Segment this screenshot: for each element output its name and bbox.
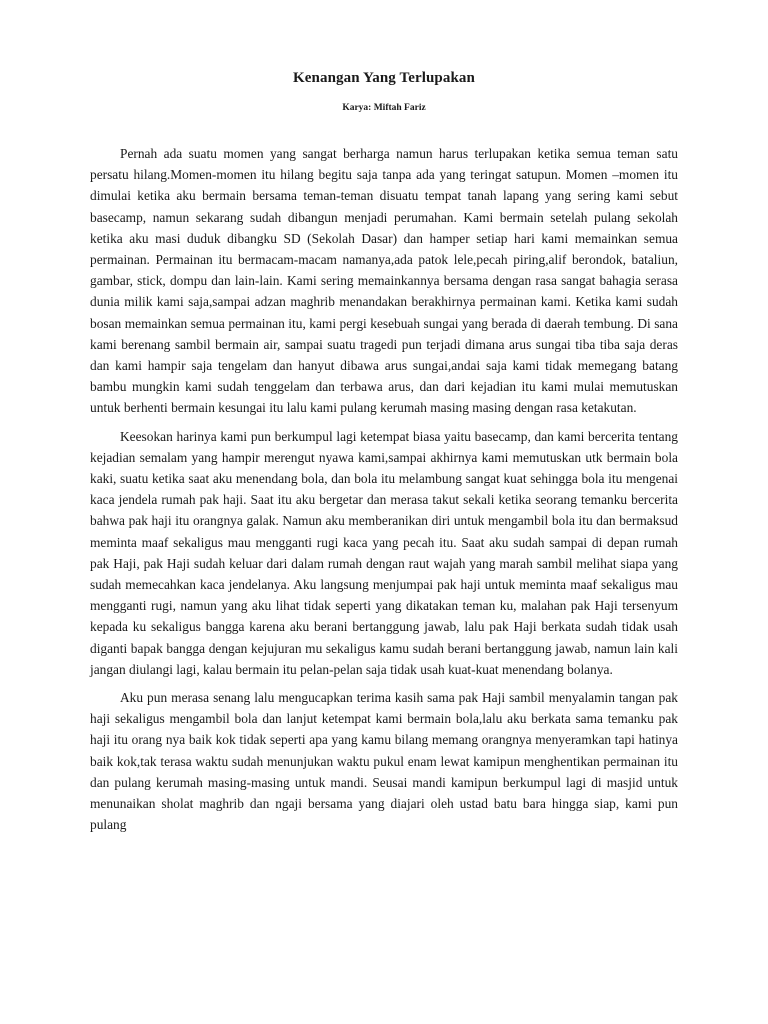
paragraph-3: Aku pun merasa senang lalu mengucapkan terima kasih sama pak Haji sambil menyalamin tangan pak haji sekaligus mengambil bola dan lanjut ketempat kami bermain bola,lalu aku berkata sama temanku pak haji itu orang nya baik kok tidak seperti apa yang kamu bilang memang orangnya menyeramkan tapi hatinya baik kok,tak terasa waktu sudah menunjukan waktu pukul enam lewat kamipun menghentikan permainan itu dan pulang kerumah masing-masing untuk mandi. Seusai mandi kamipun berkumpul lagi di masjid untuk menunaikan sholat maghrib dan ngaji bersama yang diajari oleh ustad batu bara hingga siap, kami pun pulang <box>90 690 678 833</box>
paragraph-1: Pernah ada suatu momen yang sangat berharga namun harus terlupakan ketika semua teman satu persatu hilang.Momen-momen itu hilang begitu saja tanpa ada yang teringat satupun. Momen –momen itu dimulai ketika aku bermain bersama teman-teman disuatu tempat tanah lapang yang sering kami sebut basecamp, namun sekarang sudah dibangun menjadi perumahan. Kami bermain setelah pulang sekolah ketika aku masi duduk dibangku SD (Sekolah Dasar) dan hamper setiap hari kami memainkan semua permainan. Permainan itu bermacam-macam namanya,ada patok lele,pecah piring,alif berondok, bataliun, gambar, stick, dompu dan lain-lain. Kami sering memainkannya bersama dengan rasa sangat bahagia serasa dunia milik kami saja,sampai adzan maghrib menandakan berakhirnya permainan kami. Ketika kami sudah bosan memainkan semua permainan itu, kami pergi kesebuah sungai yang berada di daerah tembung. Di sana kami berenang sambil bermain air, sampai suatu tragedi pun terjadi dimana arus sungai tiba tiba saja deras dan kami hampir saja tengelam dan hanyut dibawa arus sungai,andai saja kami tidak memegang batang bambu mungkin kami sudah tenggelam dan terbawa arus, dan dari kejadian itu kami mulai memutuskan untuk berhenti bermain kesungai itu lalu kami pulang kerumah masing masing dengan rasa ketakutan. <box>90 146 678 416</box>
document-title: Kenangan Yang Terlupakan <box>293 70 475 86</box>
document-author: Karya: Miftah Fariz <box>342 103 426 113</box>
document-page <box>90 70 678 843</box>
paragraph-2: Keesokan harinya kami pun berkumpul lagi ketempat biasa yaitu basecamp, dan kami bercerita tentang kejadian semalam yang hampir merengut nyawa kami,sampai akhirnya kami memutuskan utk bermain bola kaki, suatu ketika saat aku menendang bola, dan bola itu melambung sangat kuat sehingga bola itu mengenai kaca jendela rumah pak haji. Saat itu aku bergetar dan merasa takut sekali ketika seorang temanku bercerita bahwa pak haji itu orangnya galak. Namun aku memberanikan diri untuk mengambil bola itu dan bermaksud meminta maaf sekaligus mau mengganti rugi kaca yang pecah itu. Saat aku sudah sampai di depan rumah pak Haji, pak Haji sudah keluar dari dalam rumah dengan raut wajah yang marah sambil melihat siapa yang sudah memecahkan kaca jendelanya. Aku langsung menjumpai pak haji untuk meminta maaf sekaligus mau mengganti rugi, namun yang aku lihat tidak seperti yang dikatakan teman ku, malahan pak Haji tersenyum kepada ku sekaligus bangga karena aku berani bertanggung jawab, lalu pak Haji berkata sudah tidak usah diganti bapak bangga dengan kejujuran mu sekaligus kamu sudah berani bertanggung jawab, namun lain kali jangan diulangi lagi, kalau bermain itu pelan-pelan saja tidak usah kuat-kuat menendang bolanya. <box>90 428 678 677</box>
